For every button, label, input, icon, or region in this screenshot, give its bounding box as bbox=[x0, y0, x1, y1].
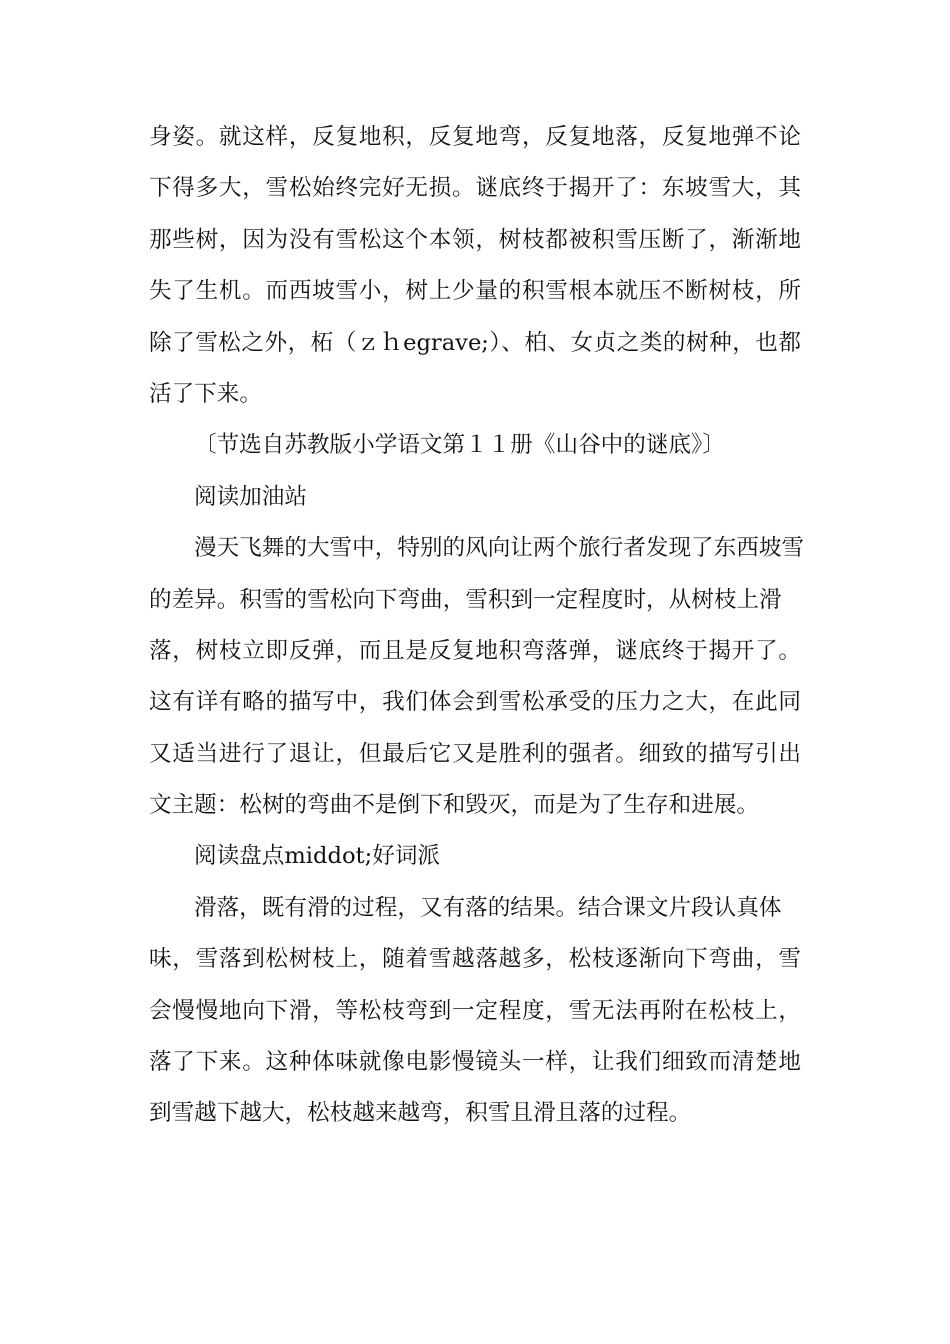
text-line: 身姿。就这样，反复地积，反复地弯，反复地落，反复地弹不论 bbox=[149, 124, 801, 150]
text-line: 除了雪松之外，柘（ｚｈegrave;）、柏、女贞之类的树种，也都 bbox=[149, 329, 801, 356]
text-line: 那些树，因为没有雪松这个本领，树枝都被积雪压断了，渐渐地 bbox=[149, 226, 801, 253]
text-line: 的差异。积雪的雪松向下弯曲，雪积到一定程度时，从树枝上滑 bbox=[149, 586, 782, 613]
text-line: 漫天飞舞的大雪中，特别的风向让两个旅行者发现了东西坡雪 bbox=[194, 535, 805, 562]
text-line: 活了下来。 bbox=[149, 380, 262, 407]
text-line: 失了生机。而西坡雪小，树上少量的积雪根本就压不断树枝，所 bbox=[149, 278, 801, 305]
text-line: 下得多大，雪松始终完好无损。谜底终于揭开了：东坡雪大，其 bbox=[149, 175, 801, 202]
text-line: 落，树枝立即反弹，而且是反复地积弯落弹，谜底终于揭开了。 bbox=[149, 637, 801, 664]
text-line: 落了下来。这种体味就像电影慢镜头一样，让我们细致而清楚地 bbox=[149, 1049, 801, 1076]
text-line: 会慢慢地向下滑，等松枝弯到一定程度，雪无法再附在松枝上， bbox=[149, 997, 801, 1024]
text-line: 又适当进行了退让，但最后它又是胜利的强者。细致的描写引出 bbox=[149, 740, 801, 767]
text-line: 这有详有略的描写中，我们体会到雪松承受的压力之大，在此同 bbox=[149, 689, 801, 716]
text-line: 到雪越下越大，松枝越来越弯，积雪且滑且落的过程。 bbox=[149, 1100, 692, 1127]
text-line: 味，雪落到松树枝上，随着雪越落越多，松枝逐渐向下弯曲，雪 bbox=[149, 946, 801, 973]
section-heading: 阅读盘点middot;好词派 bbox=[194, 843, 441, 870]
source-citation: 〔节选自苏教版小学语文第１１册《山谷中的谜底》〕 bbox=[194, 432, 725, 459]
section-heading: 阅读加油站 bbox=[194, 483, 307, 510]
document-body bbox=[149, 112, 805, 1140]
text-line: 文主题：松树的弯曲不是倒下和毁灭，而是为了生存和进展。 bbox=[149, 792, 760, 819]
text-line: 滑落，既有滑的过程，又有落的结果。结合课文片段认真体 bbox=[194, 894, 782, 921]
